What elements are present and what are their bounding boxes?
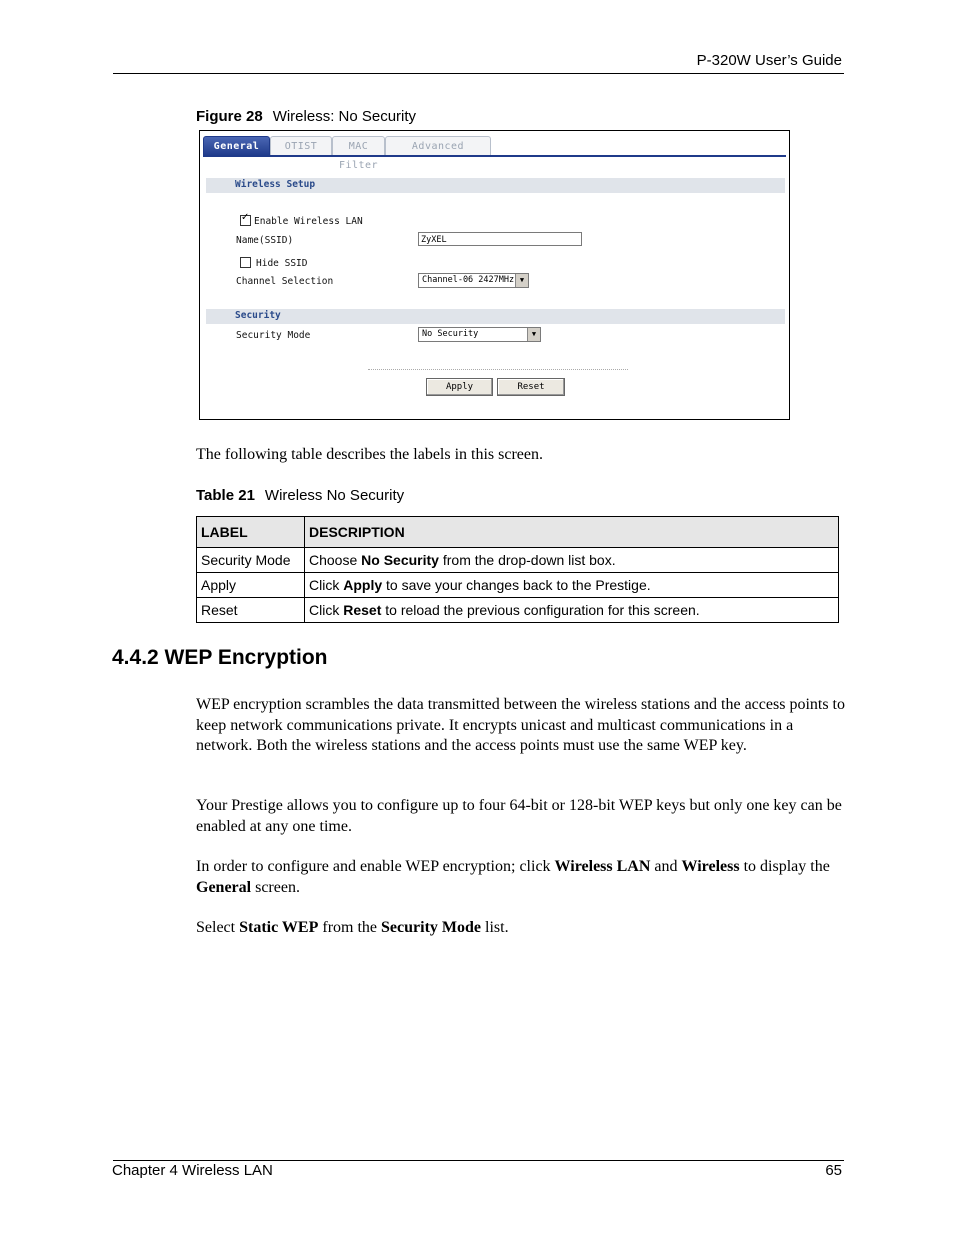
- security-bar: [206, 309, 785, 324]
- labels-table: [196, 516, 839, 623]
- column-header: LABEL: [197, 517, 305, 548]
- text: Select: [196, 919, 240, 936]
- security-mode-label: Security Mode: [236, 330, 311, 341]
- chevron-down-icon: ▼: [527, 328, 540, 341]
- bold-text: Wireless: [681, 858, 740, 875]
- footer-rule: [113, 1160, 844, 1161]
- row-label: Apply: [197, 573, 305, 598]
- table-row: [197, 548, 839, 573]
- table-header-row: [197, 517, 839, 548]
- enable-wireless-label: Enable Wireless LAN: [254, 216, 363, 227]
- header-rule: [113, 73, 844, 74]
- figure-caption: [196, 108, 416, 125]
- table-row: [197, 598, 839, 623]
- text: Click: [309, 602, 344, 618]
- page-number: 65: [825, 1162, 842, 1179]
- row-label: Reset: [197, 598, 305, 623]
- paragraph: WEP encryption scrambles the data transmitted between the wireless stations and the access points to keep network communications private. It encrypts unicast and multicast communications in a network. Both the wireless stations and the access points must use the same WEP key.: [196, 696, 845, 754]
- tab-advanced[interactable]: Advanced: [385, 136, 491, 156]
- text: from the drop-down list box.: [438, 552, 616, 568]
- footer-chapter: Chapter 4 Wireless LAN: [112, 1162, 273, 1179]
- text: screen.: [251, 878, 300, 896]
- text: In order to configure and enable WEP encryption; click: [196, 858, 555, 875]
- wireless-setup-heading: Wireless Setup: [235, 179, 316, 190]
- text: Click: [309, 577, 344, 593]
- enable-wireless-checkbox[interactable]: [240, 215, 251, 226]
- tab-general[interactable]: General: [203, 136, 270, 156]
- security-mode-value: No Security: [422, 329, 479, 339]
- running-header: P-320W User’s Guide: [696, 52, 842, 69]
- bold-text: Wireless LAN: [554, 858, 651, 875]
- bold-text: No Security: [361, 552, 439, 568]
- channel-label: Channel Selection: [236, 276, 334, 287]
- hide-ssid-label: Hide SSID: [256, 258, 308, 269]
- ssid-input[interactable]: ZyXEL: [418, 232, 582, 246]
- bold-text: Apply: [343, 577, 383, 593]
- text: list.: [481, 919, 509, 936]
- column-header: DESCRIPTION: [305, 517, 839, 548]
- text: to reload the previous configuration for this screen.: [381, 602, 700, 618]
- wireless-settings-screenshot: [199, 130, 790, 420]
- text: to save your changes back to the Prestige.: [382, 577, 651, 593]
- divider: [368, 369, 628, 370]
- text: Choose: [309, 552, 362, 568]
- chevron-down-icon: ▼: [515, 274, 528, 287]
- tab-otist[interactable]: OTIST: [270, 136, 332, 156]
- section-heading: 4.4.2 WEP Encryption: [112, 646, 328, 669]
- security-mode-select[interactable]: [418, 327, 541, 342]
- apply-button[interactable]: Apply: [426, 378, 493, 396]
- row-description: [305, 573, 839, 598]
- security-heading: Security: [235, 310, 281, 321]
- table-title: Wireless No Security: [264, 487, 405, 504]
- table-number: Table 21: [196, 487, 255, 504]
- channel-select[interactable]: [418, 273, 529, 288]
- row-description: [305, 548, 839, 573]
- text: to display the: [739, 858, 830, 875]
- text: from the: [318, 919, 382, 936]
- bold-text: General: [196, 878, 252, 896]
- bold-text: Security Mode: [381, 919, 481, 936]
- bold-text: Static WEP: [239, 919, 319, 936]
- paragraph: Your Prestige allows you to configure up to four 64-bit or 128-bit WEP keys but only one key can be enabled at any one time.: [196, 797, 842, 835]
- paragraph: [196, 918, 846, 939]
- tab-mac-filter[interactable]: MAC Filter: [332, 136, 385, 156]
- paragraph: [196, 857, 846, 898]
- tab-underline: [203, 155, 786, 157]
- table-caption: [196, 487, 404, 504]
- reset-button[interactable]: Reset: [497, 378, 565, 396]
- figure-number: Figure 28: [196, 108, 263, 125]
- intro-paragraph: The following table describes the labels in this screen.: [196, 446, 544, 463]
- ssid-label: Name(SSID): [236, 235, 294, 246]
- row-label: Security Mode: [197, 548, 305, 573]
- bold-text: Reset: [343, 602, 382, 618]
- table-row: [197, 573, 839, 598]
- channel-select-value: Channel-06 2427MHz: [422, 275, 515, 285]
- figure-title: Wireless: No Security: [272, 108, 417, 125]
- hide-ssid-checkbox[interactable]: [240, 257, 251, 268]
- text: and: [650, 858, 682, 875]
- row-description: [305, 598, 839, 623]
